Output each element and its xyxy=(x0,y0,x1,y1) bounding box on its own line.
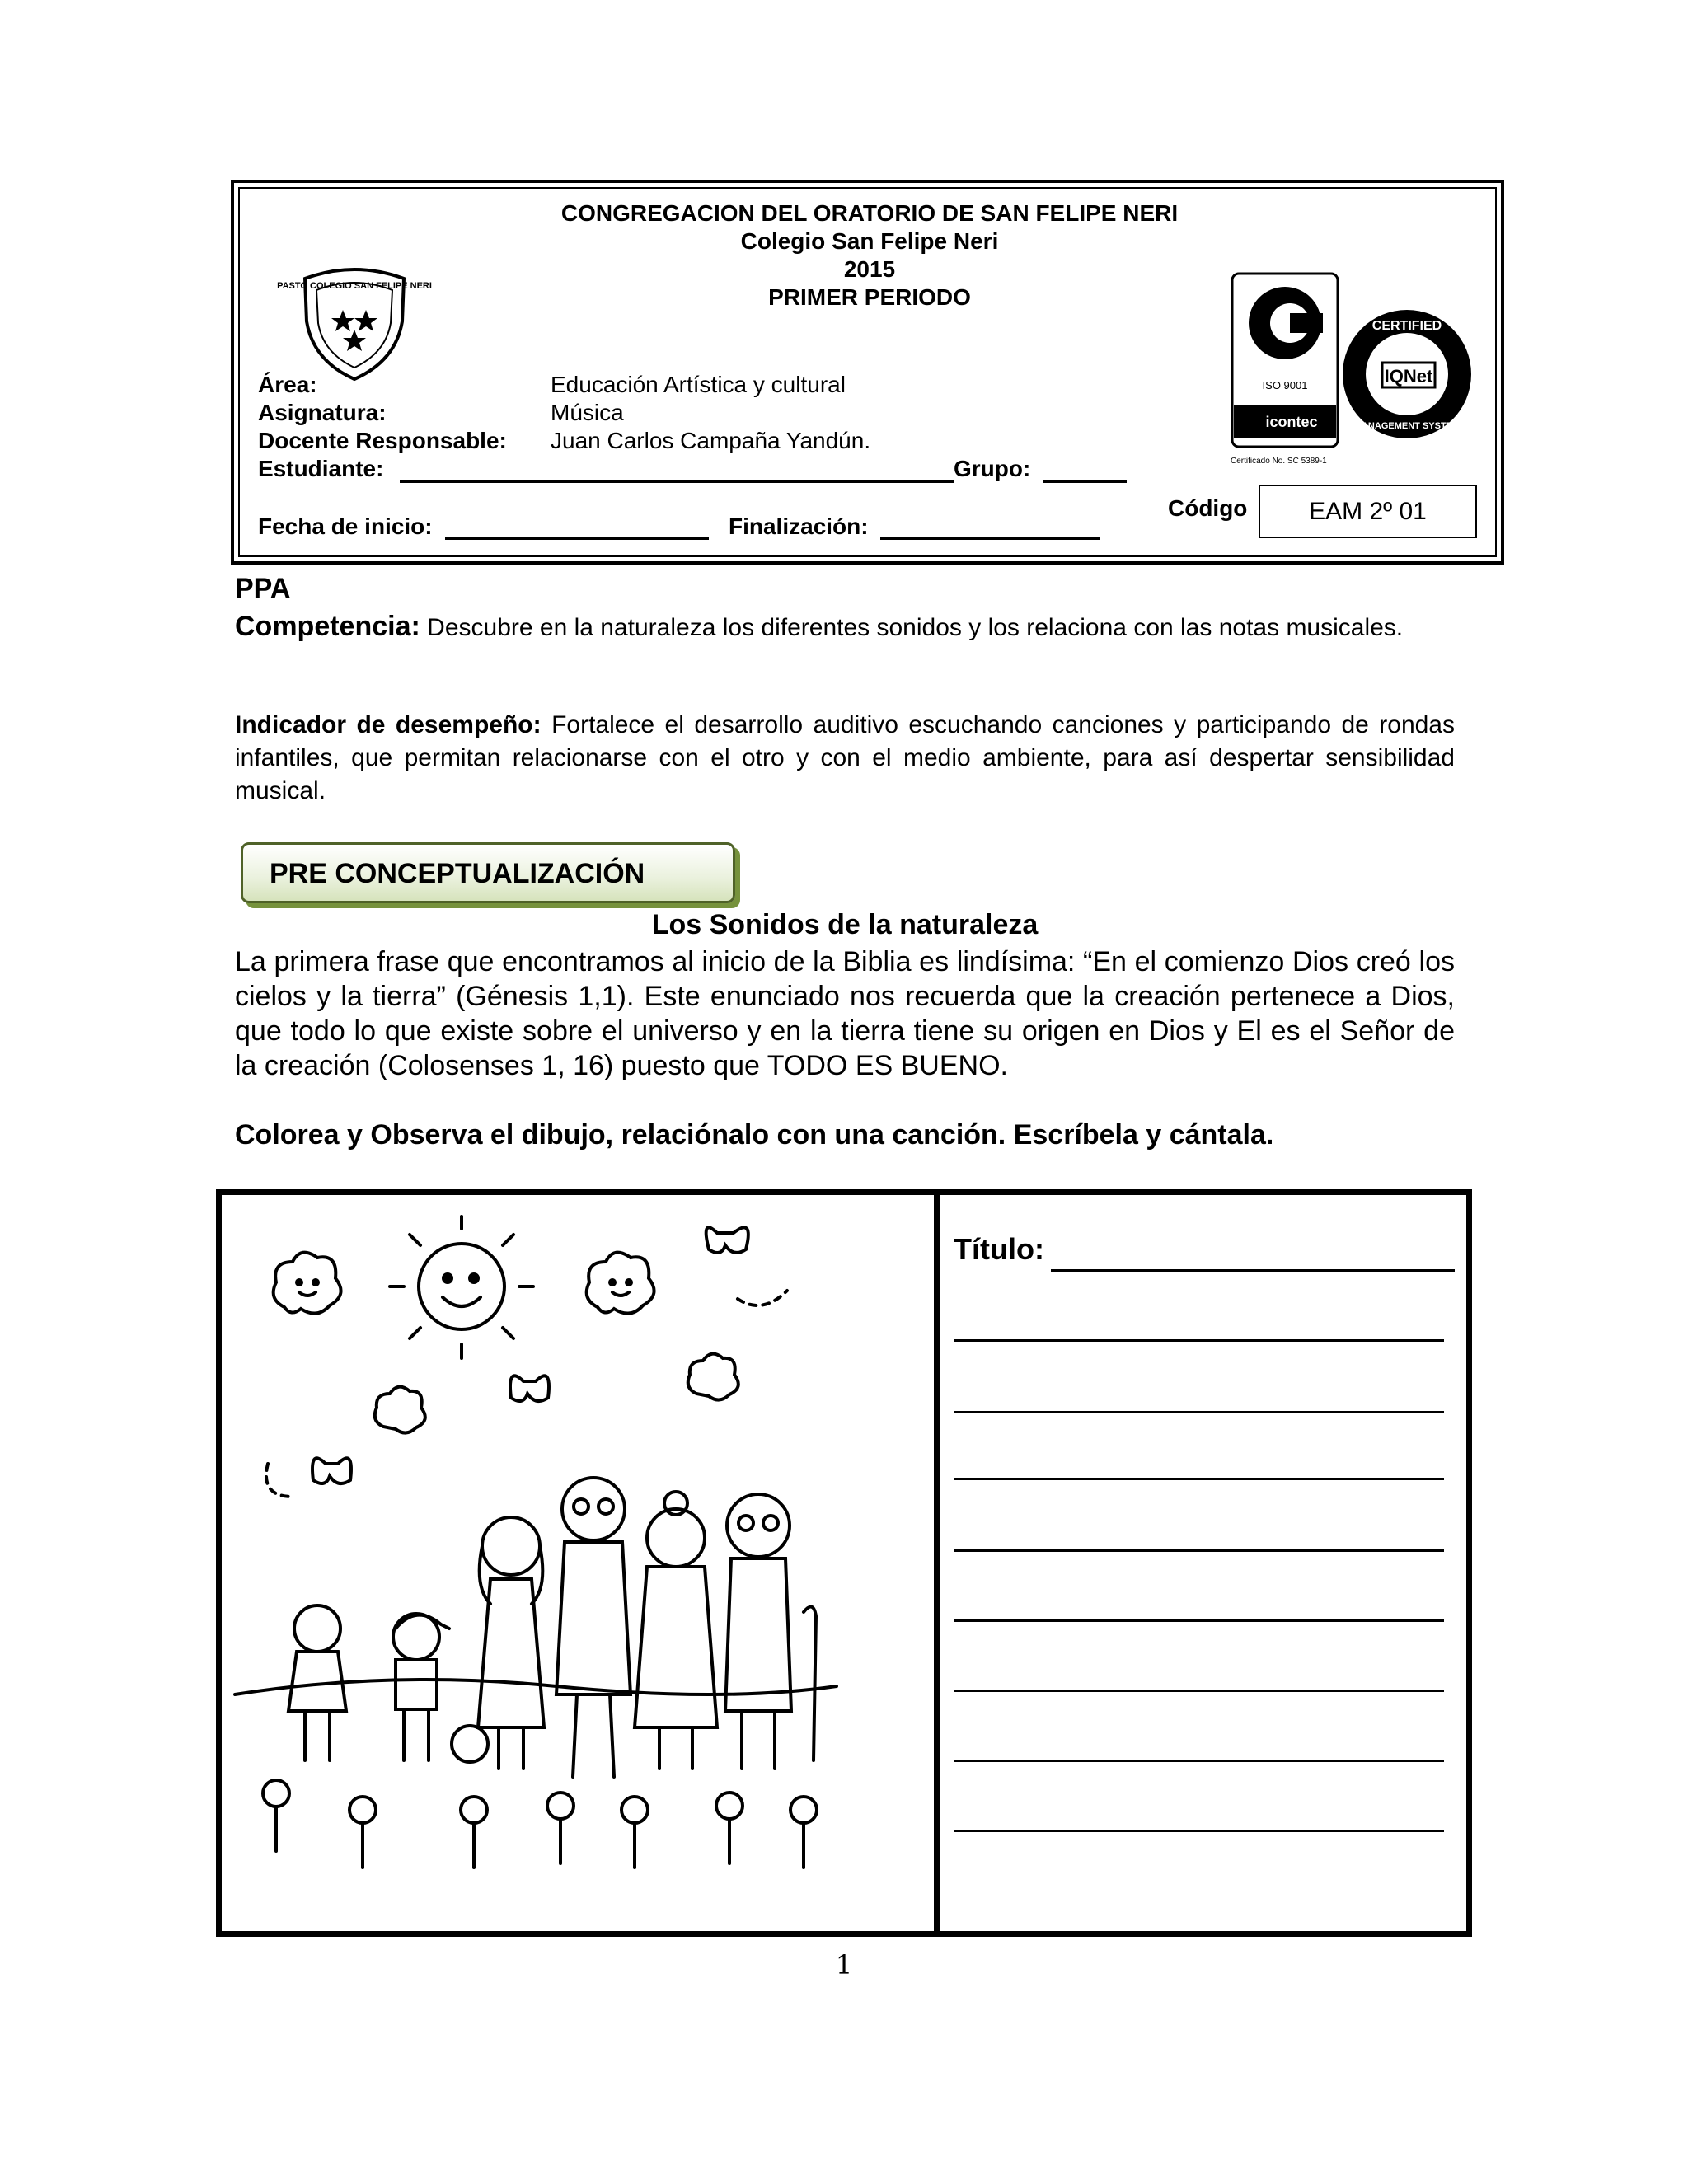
flower-icon xyxy=(547,1793,574,1863)
table-divider xyxy=(934,1189,940,1937)
song-title-label: Título: xyxy=(954,1232,1044,1266)
subject-label: Asignatura: xyxy=(258,400,387,425)
teacher-value: Juan Carlos Campaña Yandún. xyxy=(551,428,871,453)
crest-text: PASTO COLEGIO SAN FELIPE NERI xyxy=(277,281,432,291)
code-box: EAM 2º 01 xyxy=(1259,485,1477,538)
writing-line[interactable] xyxy=(954,1549,1444,1552)
congregation-title: CONGREGACION DEL ORATORIO DE SAN FELIPE NERI xyxy=(560,200,1179,226)
school-name: Colegio San Felipe Neri xyxy=(740,228,999,254)
writing-line[interactable] xyxy=(954,1690,1444,1692)
ball-icon xyxy=(452,1726,488,1762)
indicador-label: Indicador de desempeño: xyxy=(235,711,542,738)
indicador-text: Fortalece el desarrollo auditivo escuchando canciones y participando de rondas infantiles, que permitan relacionarse con el otro y con el medio ambiente, para así despertar sensibilidad musical. xyxy=(235,711,1455,804)
writing-line[interactable] xyxy=(954,1760,1444,1762)
end-date-label: Finalización: xyxy=(729,513,869,539)
teacher-label: Docente Responsable: xyxy=(258,428,507,453)
flower-icon xyxy=(716,1793,743,1863)
instruction: Colorea y Observa el dibujo, relaciónalo con una canción. Escríbela y cántala. xyxy=(235,1119,1274,1151)
reading-text: La primera frase que encontramos al inicio de la Biblia es lindísima: “En el comienzo Dios creó los cielos y la tierra” (Génesis 1,1). Este enunciado nos recuerda que la creación pertenece a Dios, que todo lo que existe sobre el universo y en la tierra tiene su origen en Dios y El es el Señor de la creación (Colosenses 1, 16) puesto que TODO ES BUENO. xyxy=(235,946,1455,1081)
father-figure xyxy=(556,1478,631,1777)
flower-icon xyxy=(349,1797,376,1868)
page-number: 1 xyxy=(835,1949,853,1980)
mother-figure xyxy=(478,1517,544,1769)
group-label: Grupo: xyxy=(954,456,1031,481)
cloud-icon xyxy=(375,1387,425,1433)
start-date-line[interactable] xyxy=(445,537,709,540)
student-line[interactable] xyxy=(400,480,954,483)
butterfly-icon xyxy=(266,1458,351,1497)
competencia-paragraph xyxy=(235,610,1455,644)
grandfather-figure xyxy=(725,1494,816,1769)
competencia-label: Competencia: xyxy=(235,611,420,642)
start-date-label: Fecha de inicio: xyxy=(258,513,433,539)
writing-line[interactable] xyxy=(954,1478,1444,1480)
sun-icon xyxy=(390,1216,533,1358)
management-label: MANAGEMENT SYSTEM xyxy=(1353,421,1461,431)
cloud-icon xyxy=(688,1354,738,1400)
code-label: Código xyxy=(1168,495,1248,521)
iso-label: ISO 9001 xyxy=(1262,379,1308,391)
certified-label: CERTIFIED xyxy=(1372,319,1442,333)
student-label: Estudiante: xyxy=(258,456,384,481)
group-line[interactable] xyxy=(1043,480,1127,483)
subject-value: Música xyxy=(551,400,624,425)
end-date-line[interactable] xyxy=(880,537,1100,540)
writing-line[interactable] xyxy=(954,1619,1444,1622)
competencia-text: Descubre en la naturaleza los diferentes sonidos y los relaciona con las notas musicales. xyxy=(427,614,1404,641)
period: PRIMER PERIODO xyxy=(768,284,971,310)
writing-line[interactable] xyxy=(954,1339,1444,1342)
area-value: Educación Artística y cultural xyxy=(551,372,846,397)
writing-line[interactable] xyxy=(954,1830,1444,1832)
flower-icon xyxy=(621,1797,648,1868)
song-title-line[interactable] xyxy=(1051,1269,1455,1272)
butterfly-icon xyxy=(706,1227,787,1305)
iqnet-label: IQNet xyxy=(1384,366,1433,387)
family-coloring-drawing[interactable] xyxy=(227,1200,853,1925)
iqnet-logo-icon xyxy=(1339,307,1475,443)
ppa-heading: PPA xyxy=(235,573,291,604)
icontec-logo-icon xyxy=(1231,272,1348,470)
reading-title: Los Sonidos de la naturaleza xyxy=(651,909,1039,940)
icontec-label: icontec xyxy=(1265,414,1318,430)
school-crest-icon xyxy=(277,264,432,387)
year: 2015 xyxy=(843,256,896,282)
certificate-label: Certificado No. SC 5389-1 xyxy=(1231,457,1327,466)
area-label: Área: xyxy=(258,372,317,397)
flower-icon xyxy=(263,1780,289,1851)
grandmother-figure xyxy=(635,1492,717,1769)
section-banner xyxy=(241,842,735,903)
section-banner-label: PRE CONCEPTUALIZACIÓN xyxy=(270,858,645,889)
flower-icon xyxy=(461,1797,487,1868)
cloud-icon xyxy=(274,1253,341,1314)
writing-line[interactable] xyxy=(954,1411,1444,1413)
butterfly-icon xyxy=(510,1376,549,1401)
boy-figure xyxy=(393,1614,449,1760)
cloud-icon xyxy=(587,1253,654,1314)
indicador-paragraph xyxy=(235,709,1455,808)
flower-icon xyxy=(790,1797,817,1868)
